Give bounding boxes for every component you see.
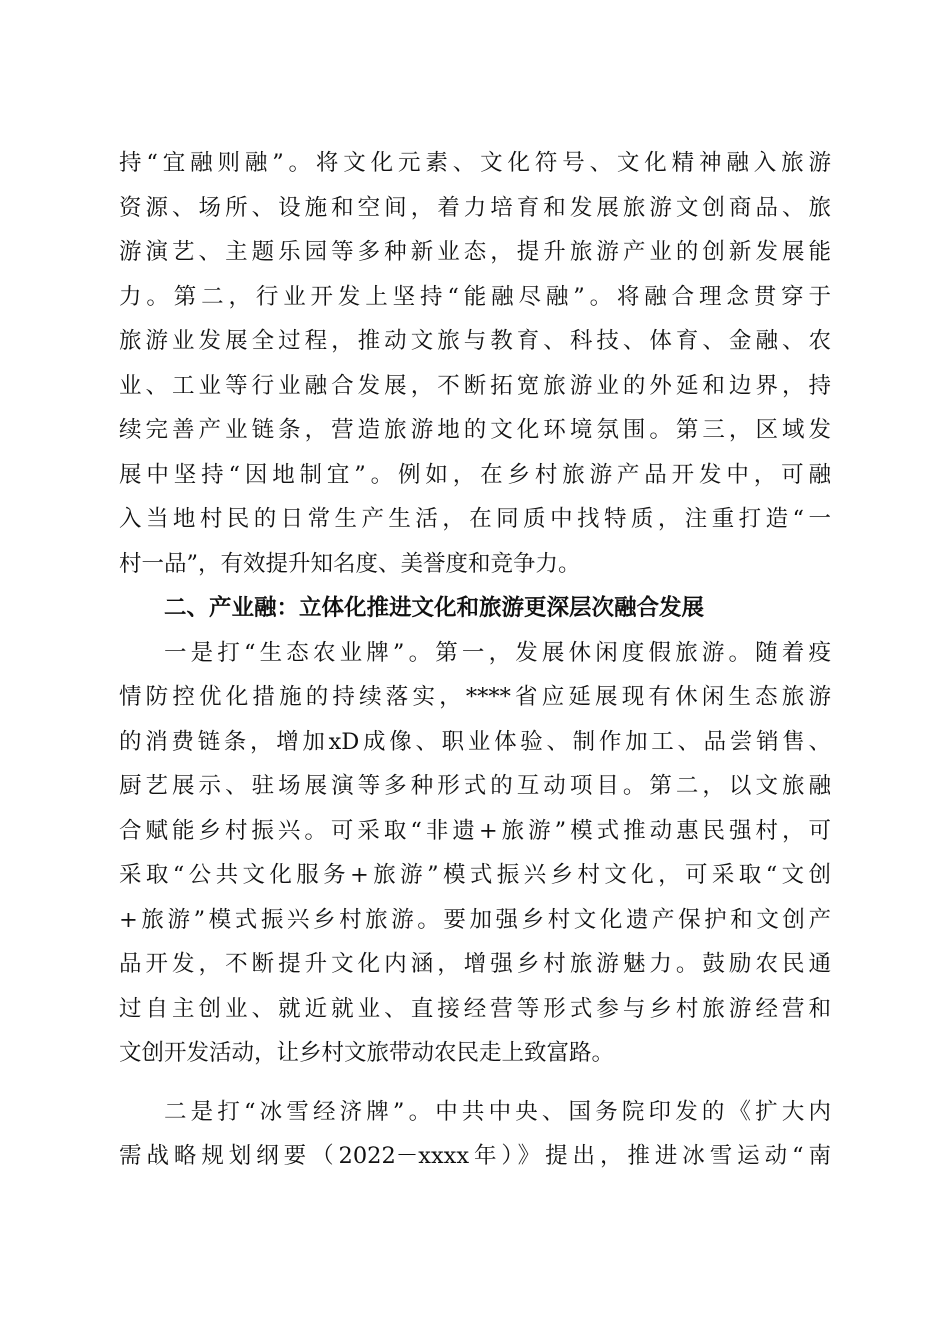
text-line: 游演艺、主题乐园等多种新业态，提升旅游产业的创新发展能	[119, 239, 831, 265]
text-line: 需战略规划纲要（2022－xxxx年）》提出，推进冰雪运动“南	[119, 1143, 831, 1169]
paragraph-3	[119, 1090, 831, 1179]
text-line: 一是打“生态农业牌”。第一，发展休闲度假旅游。随着疫	[164, 639, 831, 666]
text-line: 合赋能乡村振兴。可采取“非遗+旅游”模式推动惠民强村，可	[119, 817, 831, 844]
text-line: 力。第二，行业开发上坚持“能融尽融”。将融合理念贯穿于	[119, 283, 831, 310]
text-line: 的消费链条，增加xD成像、职业体验、制作加工、品尝销售、	[119, 728, 831, 755]
text-line: 业、工业等行业融合发展，不断拓宽旅游业的外延和边界，持	[119, 372, 831, 399]
text-line: 二是打“冰雪经济牌”。中共中央、国务院印发的《扩大内	[164, 1098, 831, 1125]
paragraph-1	[119, 141, 831, 586]
text-line: 续完善产业链条，营造旅游地的文化环境氛围。第三，区域发	[119, 417, 831, 443]
text-line: 过自主创业、就近就业、直接经营等形式参与乡村旅游经营和	[119, 995, 831, 1022]
paragraph-spacing	[119, 1076, 831, 1090]
text-line: +旅游”模式振兴乡村旅游。要加强乡村文化遗产保护和文创产	[119, 906, 831, 933]
text-line: 品开发，不断提升文化内涵，增强乡村旅游魅力。鼓励农民通	[119, 951, 831, 977]
text-line: 采取“公共文化服务+旅游”模式振兴乡村文化，可采取“文创	[119, 862, 831, 888]
text-line: 情防控优化措施的持续落实，****省应延展现有休闲生态旅游	[119, 684, 831, 710]
document-body	[119, 141, 831, 1179]
text-line: 厨艺展示、驻场展演等多种形式的互动项目。第二，以文旅融	[119, 773, 831, 799]
paragraph-2	[119, 631, 831, 1076]
text-line: 旅游业发展全过程，推动文旅与教育、科技、体育、金融、农	[119, 328, 831, 354]
text-line: 持“宜融则融”。将文化元素、文化符号、文化精神融入旅游	[119, 150, 831, 176]
text-line: 资源、场所、设施和空间，着力培育和发展旅游文创商品、旅	[119, 194, 831, 221]
text-line: 村一品”，有效提升知名度、美誉度和竞争力。	[119, 550, 581, 577]
text-line: 文创开发活动，让乡村文旅带动农民走上致富路。	[119, 1040, 615, 1066]
text-line: 入当地村民的日常生产生活，在同质中找特质，注重打造“一	[119, 506, 831, 532]
text-line: 展中坚持“因地制宜”。例如，在乡村旅游产品开发中，可融	[119, 461, 831, 488]
section-heading: 二、产业融：立体化推进文化和旅游更深层次融合发展	[164, 595, 705, 621]
